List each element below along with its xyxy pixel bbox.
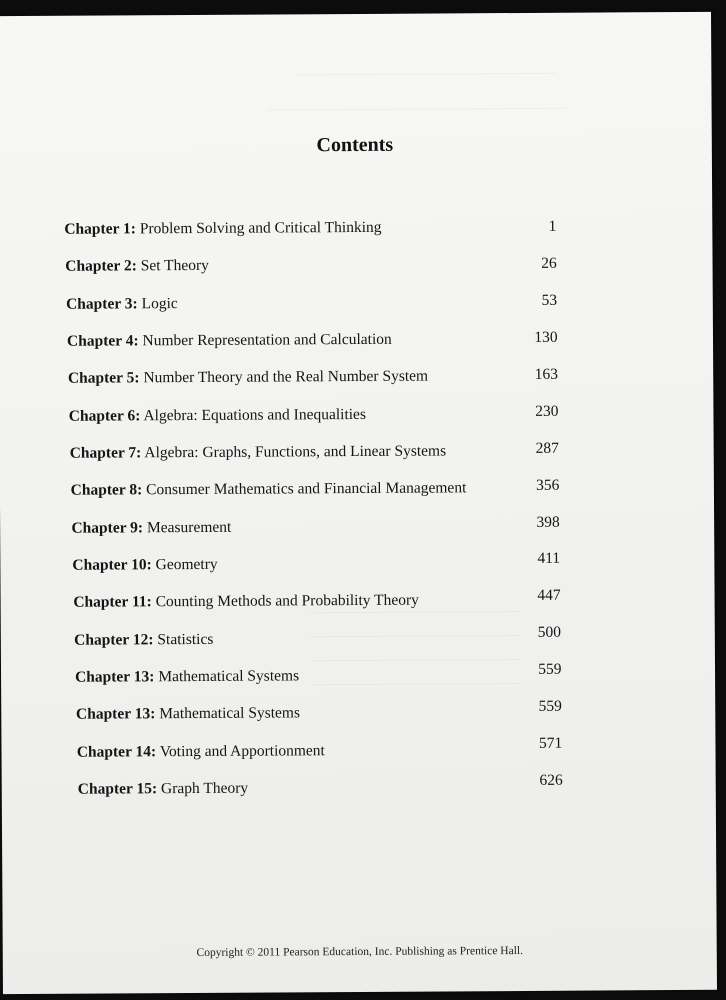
page-number: 571	[538, 734, 563, 752]
page-number: 447	[537, 587, 561, 605]
chapter-title: Statistics	[157, 630, 214, 648]
chapter-title: Counting Methods and Probability Theory	[155, 591, 419, 611]
chapter-number: Chapter 8:	[70, 481, 143, 500]
chapter-heading	[66, 295, 178, 314]
chapter-title: Number Representation and Calculation	[142, 330, 392, 350]
chapter-heading	[78, 780, 248, 799]
chapter-number: Chapter 15:	[77, 780, 158, 798]
page-number: 26	[541, 254, 557, 272]
toc-entry	[0, 254, 713, 280]
page-number: 1	[548, 217, 557, 235]
chapter-number: Chapter 11:	[73, 593, 152, 612]
chapter-heading	[69, 406, 366, 426]
chapter-title: Problem Solving and Critical Thinking	[139, 218, 382, 238]
toc-entry	[1, 660, 715, 691]
chapter-title: Mathematical Systems	[159, 704, 301, 723]
page-number: 230	[535, 402, 559, 420]
toc-entry	[0, 478, 714, 504]
page-number: 411	[537, 550, 561, 568]
chapter-number: Chapter 4:	[66, 332, 139, 350]
chapter-number: Chapter 5:	[67, 369, 140, 388]
chapter-title: Geometry	[155, 555, 218, 574]
chapter-number: Chapter 9:	[71, 518, 144, 537]
chapter-heading	[71, 518, 231, 537]
chapter-title: Number Theory and the Real Number System	[143, 367, 429, 387]
chapter-heading	[74, 631, 213, 650]
toc-entry	[1, 624, 715, 654]
chapter-number: Chapter 14:	[76, 742, 157, 761]
chapter-number: Chapter 13:	[75, 705, 156, 724]
toc-entry	[0, 441, 714, 467]
chapter-title: Voting and Apportionment	[159, 741, 325, 760]
chapter-number: Chapter 10:	[72, 556, 152, 574]
chapter-heading	[70, 442, 447, 462]
chapter-number: Chapter 3:	[66, 295, 138, 313]
chapter-title: Algebra: Equations and Inequalities	[143, 405, 367, 424]
chapter-title: Logic	[141, 294, 178, 312]
copyright-footer: Copyright © 2011 Pearson Education, Inc. Publishing as Prentice Hall.	[196, 944, 523, 959]
chapter-heading	[71, 480, 467, 500]
page-number: 398	[536, 513, 560, 531]
chapter-number: Chapter 2:	[65, 257, 137, 276]
toc-entry	[0, 292, 713, 318]
toc-entry	[0, 366, 713, 392]
page-number: 53	[541, 291, 558, 309]
chapter-title: Graph Theory	[160, 779, 249, 798]
chapter-title: Consumer Mathematics and Financial Management	[146, 479, 467, 499]
page-number: 500	[537, 624, 562, 642]
toc-entry	[0, 513, 714, 542]
page-number: 356	[535, 476, 560, 494]
chapter-title: Measurement	[146, 518, 232, 536]
page-number: 287	[535, 439, 559, 457]
toc-entry	[1, 734, 715, 766]
toc-entry	[0, 550, 714, 579]
chapter-heading	[67, 331, 392, 351]
chapter-number: Chapter 13:	[75, 668, 155, 686]
chapter-heading	[73, 592, 419, 612]
toc-entry	[0, 404, 714, 430]
chapter-heading	[76, 705, 300, 724]
chapter-title: Set Theory	[140, 257, 209, 275]
chapter-heading	[75, 667, 299, 686]
chapter-title: Mathematical Systems	[158, 667, 300, 686]
chapter-heading	[77, 742, 325, 762]
chapter-title: Algebra: Graphs, Functions, and Linear Systems	[144, 442, 447, 462]
document-page	[0, 12, 717, 994]
page-title: Contents	[316, 133, 394, 157]
toc-entry	[1, 697, 715, 728]
page-number: 559	[538, 697, 562, 716]
page-number: 130	[534, 328, 558, 346]
chapter-number: Chapter 6:	[68, 407, 141, 425]
chapter-heading	[65, 257, 209, 276]
chapter-number: Chapter 7:	[69, 444, 142, 462]
chapter-heading	[72, 556, 217, 575]
page-number: 559	[538, 660, 562, 679]
chapter-number: Chapter 1:	[64, 220, 136, 238]
toc-entry	[2, 771, 716, 803]
chapter-heading	[64, 219, 381, 239]
page-number: 626	[539, 771, 563, 789]
table-of-contents	[0, 12, 717, 994]
toc-entry	[0, 329, 713, 355]
toc-entry	[0, 217, 712, 243]
page-number: 163	[534, 365, 559, 383]
toc-entry	[1, 587, 715, 616]
chapter-heading	[68, 368, 428, 388]
chapter-number: Chapter 12:	[74, 630, 154, 649]
